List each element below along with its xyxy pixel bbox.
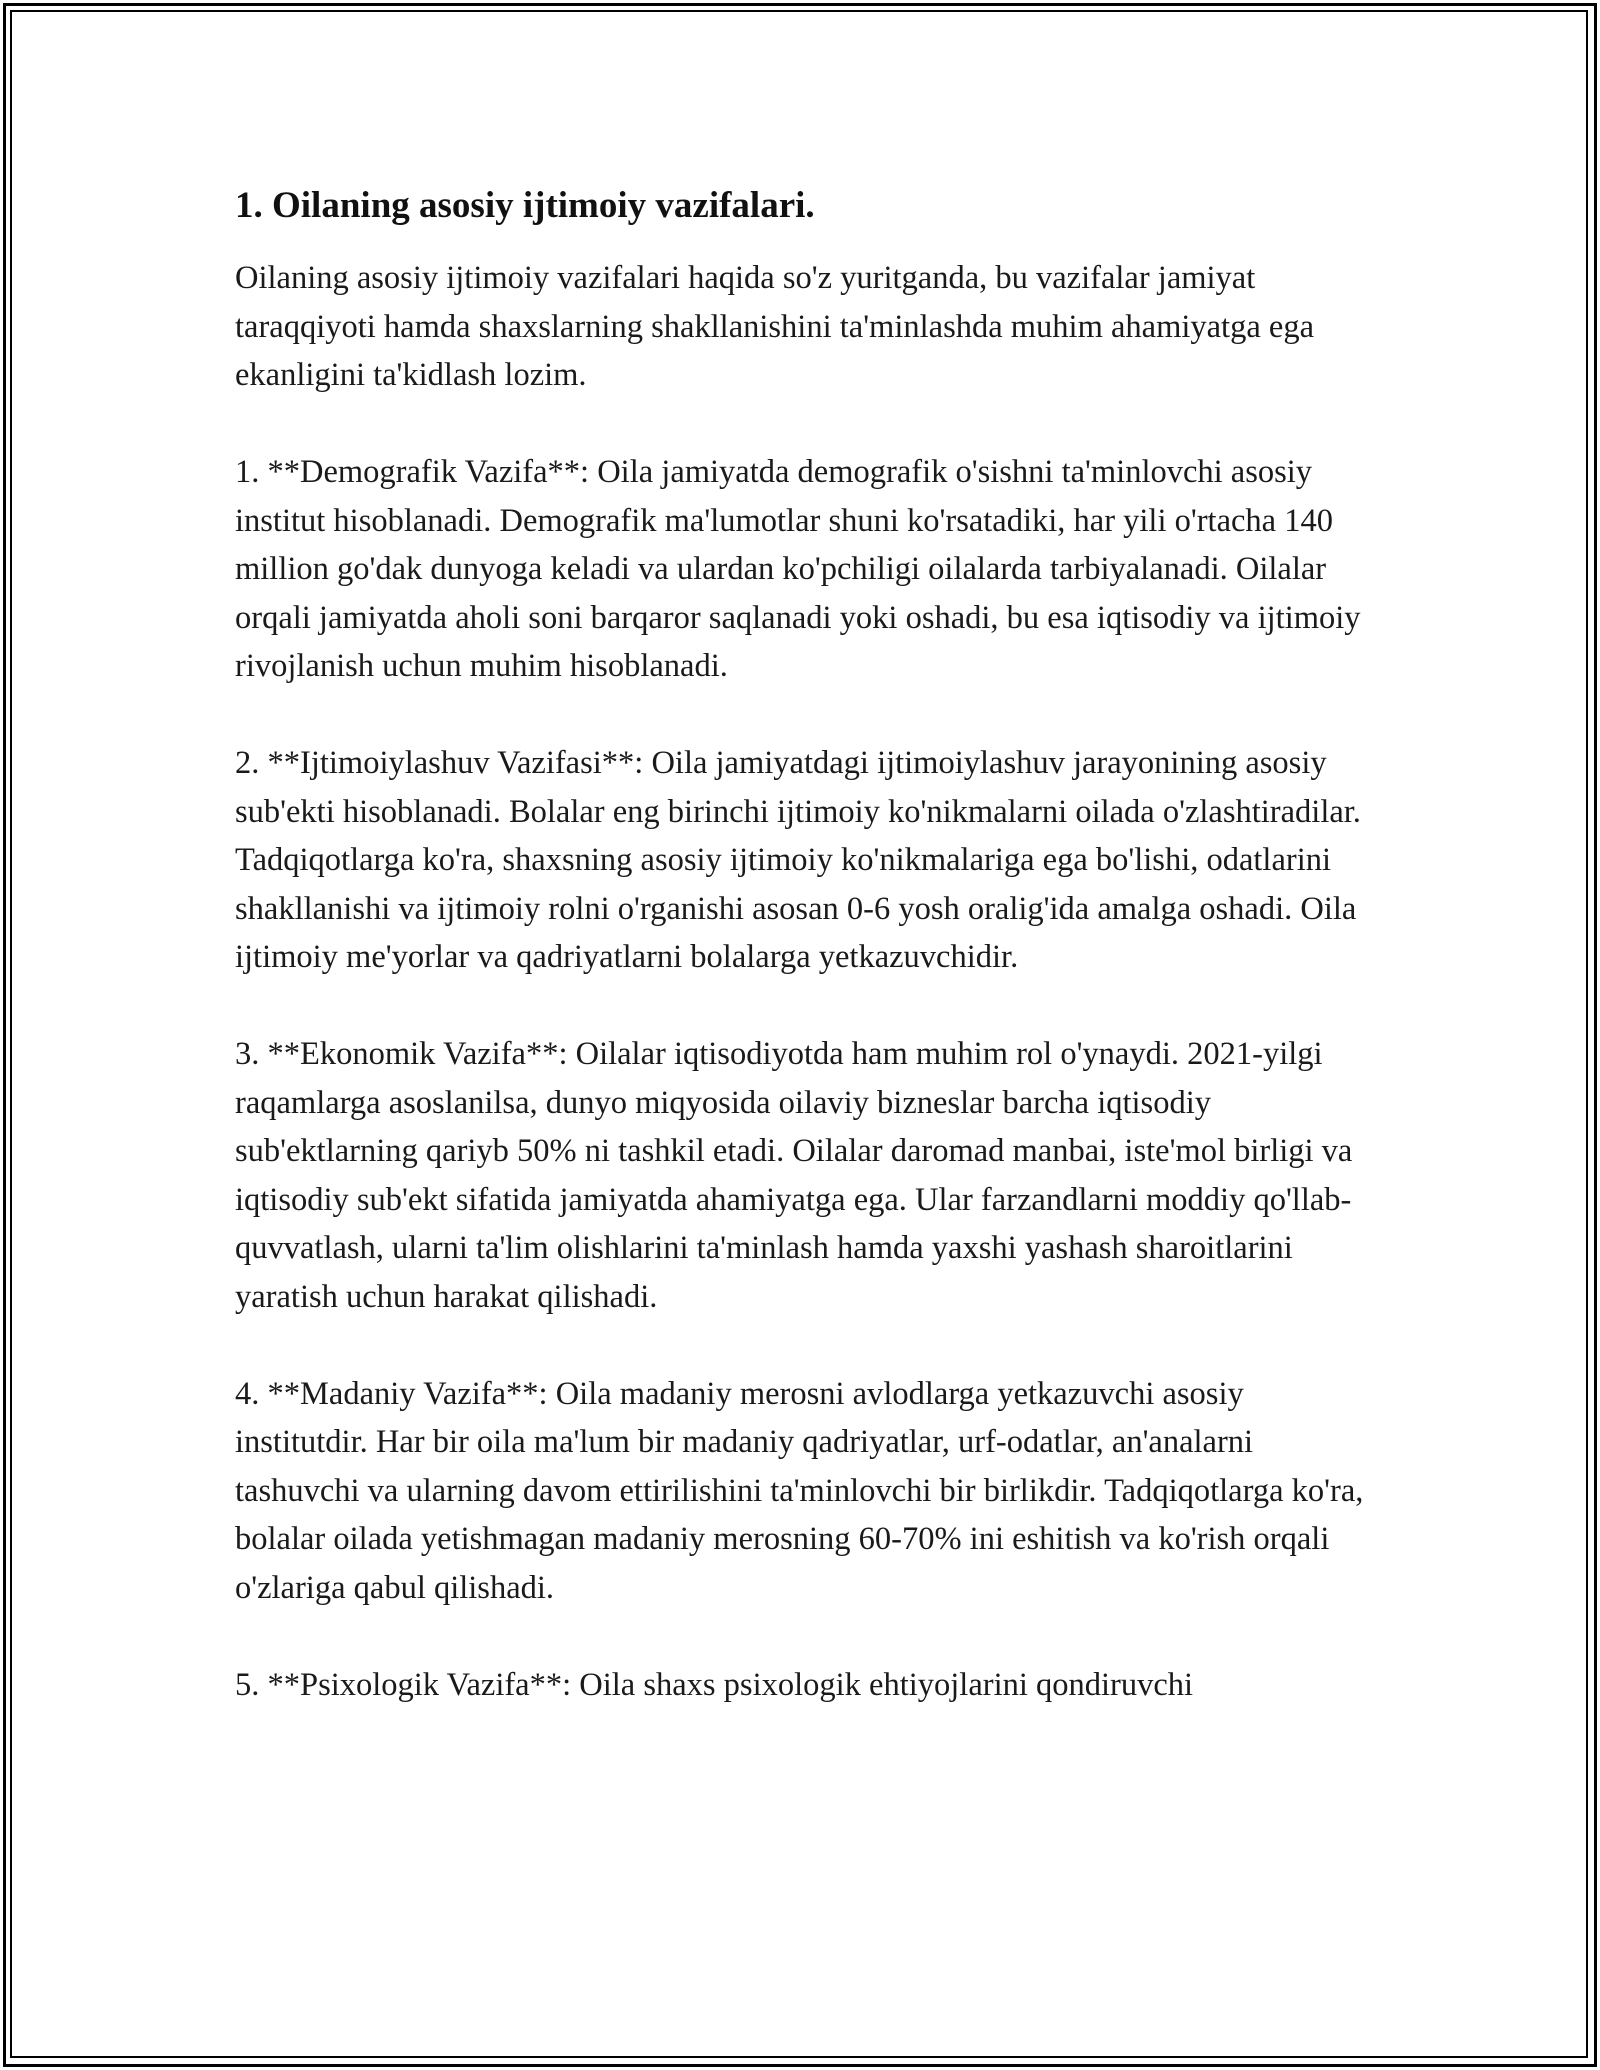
list-item-ijtimoiylashuv: 2. **Ijtimoiylashuv Vazifasi**: Oila jamiyatdagi ijtimoiylashuv jarayonining asosiy sub'ekti hisoblanadi. Bolalar eng birinchi ijtimoiy ko'nikmalarni oilada o'zlashtiradilar. Tadqiqotlarga ko'ra, shaxsning asosiy ijtimoiy ko'nikmalariga ega bo'lishi, odatlarini shakllanishi va ijtimoiy rolni o'rganishi asosan 0-6 yosh oralig'ida amalga oshadi. Oila ijtimoiy me'yorlar va qadriyatlarni bolalarga yetkazuvchidir. <box>235 745 1361 975</box>
list-item-psixologik: 5. **Psixologik Vazifa**: Oila shaxs psixologik ehtiyojlarini qondiruvchi <box>235 1666 1194 1703</box>
list-item-ekonomik: 3. **Ekonomik Vazifa**: Oilalar iqtisodiyotda ham muhim rol o'ynaydi. 2021-yilgi raqamlarga asoslanilsa, dunyo miqyosida oilaviy bizneslar barcha iqtisodiy sub'ektlarning qariyb 50% ni tashkil etadi. Oilalar daromad manbai, iste'mol birligi va iqtisodiy sub'ekt sifatida jamiyatda ahamiyatga ega. Ular farzandlarni moddiy qo'llab-quvvatlash, ularni ta'lim olishlarini ta'minlash hamda yaxshi yashash sharoitlarini yaratish uchun harakat qilishadi. <box>235 1036 1353 1315</box>
document-body <box>235 182 1375 1709</box>
section-heading: 1. Oilaning asosiy ijtimoiy vazifalari. <box>235 185 815 226</box>
list-item-demografik: 1. **Demografik Vazifa**: Oila jamiyatda demografik o'sishni ta'minlovchi asosiy institut hisoblanadi. Demografik ma'lumotlar shuni ko'rsatadiki, har yili o'rtacha 140 million go'dak dunyoga keladi va ulardan ko'pchiligi oilalarda tarbiyalanadi. Oilalar orqali jamiyatda aholi soni barqaror saqlanadi yoki oshadi, bu esa iqtisodiy va ijtimoiy rivojlanish uchun muhim hisoblanadi. <box>235 454 1361 684</box>
list-item-madaniy: 4. **Madaniy Vazifa**: Oila madaniy merosni avlodlarga yetkazuvchi asosiy institutdir. Har bir oila ma'lum bir madaniy qadriyatlar, urf-odatlar, an'analarni tashuvchi va ularning davom ettirilishini ta'minlovchi bir birlikdir. Tadqiqotlarga ko'ra, bolalar oilada yetishmagan madaniy merosning 60-70% ini eshitish va ko'rish orqali o'zlariga qabul qilishadi. <box>235 1375 1364 1606</box>
intro-paragraph: Oilaning asosiy ijtimoiy vazifalari haqida so'z yuritganda, bu vazifalar jamiyat taraqqiyoti hamda shaxslarning shakllanishini ta'minlashda muhim ahamiyatga ega ekanligini ta'kidlash lozim. <box>235 260 1314 393</box>
